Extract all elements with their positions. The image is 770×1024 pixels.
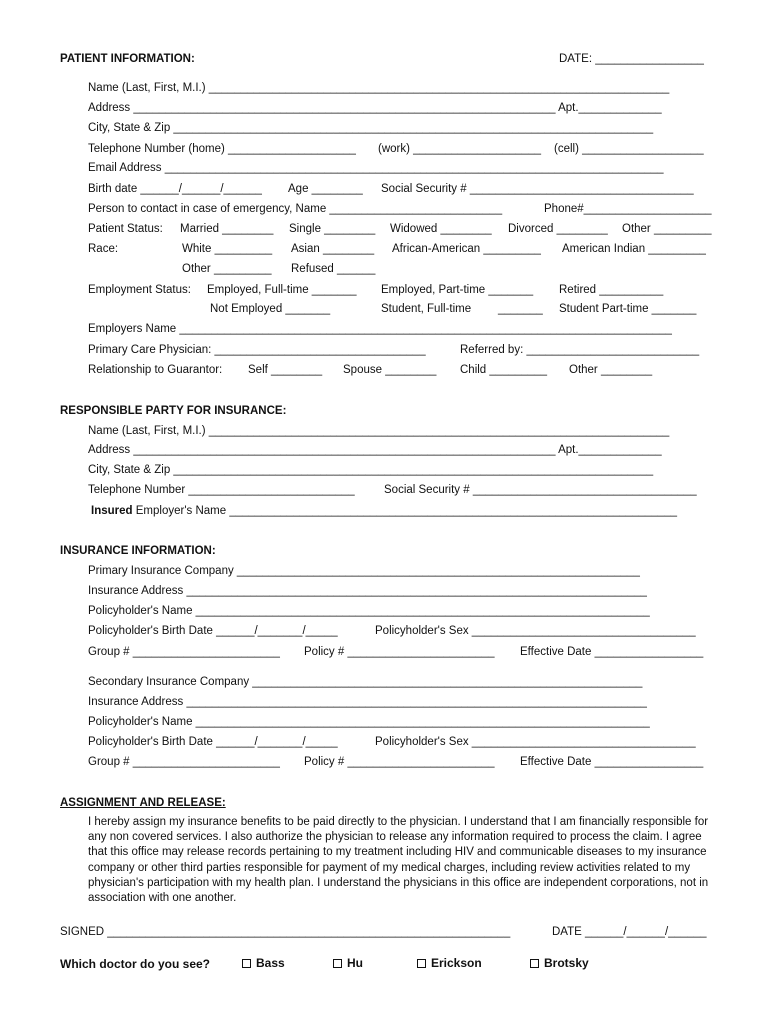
doctor-option-label: Brotsky [544,956,589,970]
responsible-party-header: RESPONSIBLE PARTY FOR INSURANCE: [60,405,287,417]
primary-insurance-address-field[interactable]: Insurance Address ________________________________________________________________________ [88,585,647,597]
patient-tel-cell-field[interactable]: (cell) ___________________ [554,143,704,155]
checkbox-icon[interactable] [333,959,342,968]
checkbox-icon[interactable] [242,959,251,968]
emergency-phone-field[interactable]: Phone#____________________ [544,203,712,215]
race-american-indian-field[interactable]: American Indian _________ [562,243,706,255]
primary-insurance-field[interactable]: Primary Insurance Company _______________________________________________________________ [88,565,640,577]
secondary-effective-date-field[interactable]: Effective Date _________________ [520,756,704,768]
doctor-option-label: Erickson [431,956,482,970]
race-label: Race: [88,243,119,255]
primary-effective-date-field[interactable]: Effective Date _________________ [520,646,704,658]
race-other-field[interactable]: Other _________ [182,263,272,275]
emergency-contact-field[interactable]: Person to contact in case of emergency, Name ___________________________ [88,203,503,215]
doctor-option-brotsky[interactable] [530,956,589,970]
guarantor-self-field[interactable]: Self ________ [248,364,323,376]
employers-name-field[interactable]: Employers Name _____________________________________________________________________________ [88,323,672,335]
primary-care-physician-field[interactable]: Primary Care Physician: _________________________________ [88,344,426,356]
status-married-field[interactable]: Married ________ [180,223,274,235]
status-widowed-field[interactable]: Widowed ________ [390,223,492,235]
doctor-question: Which doctor do you see? [60,957,211,971]
responsible-ssn-field[interactable]: Social Security # ___________________________________ [384,484,697,496]
patient-address-field[interactable]: Address __________________________________________________________________ Apt._____________ [88,102,662,114]
responsible-name-field[interactable]: Name (Last, First, M.I.) ________________________________________________________________________ [88,425,670,437]
insured-employer-label: Employer's Name ______________________________________________________________________ [132,505,678,517]
secondary-holder-name-field[interactable]: Policyholder's Name _______________________________________________________________________ [88,716,650,728]
guarantor-spouse-field[interactable]: Spouse ________ [343,364,437,376]
patient-date-field[interactable]: DATE: _________________ [559,53,704,65]
emp-retired-field[interactable]: Retired __________ [559,284,664,296]
insured-employer-field[interactable] [91,504,677,518]
status-single-field[interactable]: Single ________ [289,223,376,235]
assignment-text: I hereby assign my insurance benefits to be paid directly to the physician. I understand that I am financially responsible for any non covered services. I also authorize the physician to release any information required to process the claim. I agree that this office may release records pertaining to my treatment including HIV and communicable diseases to my insurance company or other third parties responsible for payment of my medical charges, including review activities related to my physician's participation with my health plan. I understand the physicians in this office are independent corporations, not in association with one another. [88,816,709,905]
primary-group-field[interactable]: Group # _______________________ [88,646,280,658]
primary-policy-field[interactable]: Policy # _______________________ [304,646,495,658]
patient-age-field[interactable]: Age ________ [288,183,363,195]
referred-by-field[interactable]: Referred by: ___________________________ [460,344,700,356]
emp-full-time-field[interactable]: Employed, Full-time _______ [207,284,357,296]
checkbox-icon[interactable] [417,959,426,968]
insured-bold-label: Insured [91,505,133,517]
student-full-time-field[interactable]: _______ [498,303,543,315]
patient-city-field[interactable]: City, State & Zip ___________________________________________________________________________ [88,122,654,134]
responsible-city-field[interactable]: City, State & Zip ___________________________________________________________________________ [88,464,654,476]
signature-date-field[interactable]: DATE ______/______/______ [552,926,707,938]
guarantor-label: Relationship to Guarantor: [88,364,223,376]
secondary-group-field[interactable]: Group # _______________________ [88,756,280,768]
secondary-insurance-address-field[interactable]: Insurance Address ________________________________________________________________________ [88,696,647,708]
emp-not-employed-field[interactable]: Not Employed _______ [210,303,331,315]
patient-tel-home-field[interactable]: Telephone Number (home) ____________________ [88,143,356,155]
guarantor-child-field[interactable]: Child _________ [460,364,547,376]
patient-ssn-field[interactable]: Social Security # ___________________________________ [381,183,694,195]
employment-status-label: Employment Status: [88,284,191,296]
assignment-header: ASSIGNMENT AND RELEASE: [60,797,226,809]
signature-field[interactable]: SIGNED _______________________________________________________________ [60,926,511,938]
emp-part-time-field[interactable]: Employed, Part-time _______ [381,284,534,296]
secondary-holder-sex-field[interactable]: Policyholder's Sex ___________________________________ [375,736,696,748]
secondary-policy-field[interactable]: Policy # _______________________ [304,756,495,768]
status-other-field[interactable]: Other _________ [622,223,712,235]
race-asian-field[interactable]: Asian ________ [291,243,375,255]
race-refused-field[interactable]: Refused ______ [291,263,376,275]
secondary-insurance-field[interactable]: Secondary Insurance Company _____________________________________________________________ [88,676,643,688]
insurance-info-header: INSURANCE INFORMATION: [60,545,216,557]
doctor-option-hu[interactable] [333,956,363,970]
race-african-american-field[interactable]: African-American _________ [392,243,541,255]
patient-status-label: Patient Status: [88,223,163,235]
doctor-option-label: Hu [347,956,363,970]
responsible-telephone-field[interactable]: Telephone Number __________________________ [88,484,355,496]
primary-holder-name-field[interactable]: Policyholder's Name _______________________________________________________________________ [88,605,650,617]
guarantor-other-field[interactable]: Other ________ [569,364,653,376]
doctor-option-label: Bass [256,956,285,970]
patient-name-field[interactable]: Name (Last, First, M.I.) ________________________________________________________________________ [88,82,670,94]
checkbox-icon[interactable] [530,959,539,968]
status-divorced-field[interactable]: Divorced ________ [508,223,608,235]
student-full-time-label: Student, Full-time [381,303,472,315]
race-white-field[interactable]: White _________ [182,243,273,255]
patient-tel-work-field[interactable]: (work) ____________________ [378,143,542,155]
doctor-option-erickson[interactable] [417,956,482,970]
primary-holder-birth-field[interactable]: Policyholder's Birth Date ______/_______/_____ [88,625,338,637]
primary-holder-sex-field[interactable]: Policyholder's Sex ___________________________________ [375,625,696,637]
doctor-option-bass[interactable] [242,956,285,970]
student-part-time-field[interactable]: Student Part-time _______ [559,303,697,315]
patient-birth-field[interactable]: Birth date ______/______/______ [88,183,262,195]
patient-email-field[interactable]: Email Address ______________________________________________________________________________ [88,162,664,174]
patient-info-header: PATIENT INFORMATION: [60,53,195,65]
secondary-holder-birth-field[interactable]: Policyholder's Birth Date ______/_______/_____ [88,736,338,748]
responsible-address-field[interactable]: Address __________________________________________________________________ Apt._____________ [88,444,662,456]
